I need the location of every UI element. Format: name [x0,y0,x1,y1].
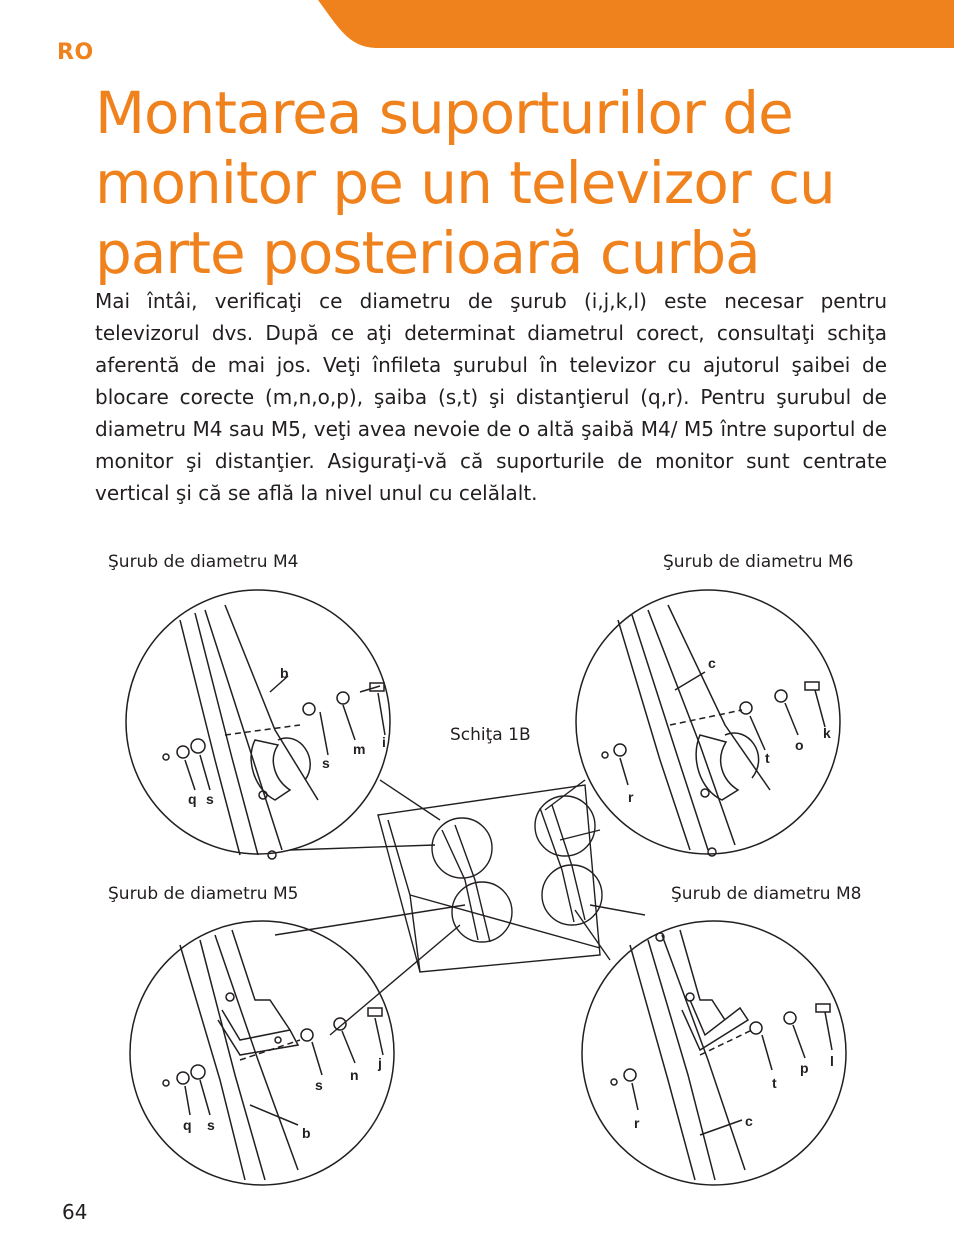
language-code: RO [57,40,94,65]
label-m5-s: s [315,1077,323,1093]
caption-m5: Şurub de diametru M5 [108,884,299,904]
caption-m4: Şurub de diametru M4 [108,552,299,572]
label-m8-l: l [830,1053,834,1069]
label-m6-c: c [708,655,716,671]
label-m6-r: r [628,789,634,805]
label-m5-n: n [350,1067,359,1083]
page-title: Montarea suporturilor de monitor pe un televizor cu parte posterioară curbă [95,79,835,287]
label-m4-s: s [322,755,330,771]
label-m4-b: b [280,665,289,681]
label-m5-b: b [302,1125,311,1141]
label-m6-o: o [795,737,804,753]
zoom-m8 [582,921,846,1185]
label-m5-j: j [378,1055,382,1071]
label-m8-c: c [745,1113,753,1129]
label-m5-s-left: s [207,1117,215,1133]
zoom-m6 [576,590,840,856]
page-number: 64 [62,1200,88,1224]
label-m6-k: k [823,725,831,741]
caption-m8: Şurub de diametru M8 [671,884,862,904]
mounting-diagram [0,540,954,1220]
sketch-label: Schiţa 1B [450,725,531,745]
label-m5-q: q [183,1117,192,1133]
label-m8-p: p [800,1060,809,1076]
label-m4-s-left: s [206,791,214,807]
label-m8-t: t [772,1075,777,1091]
label-m6-t: t [765,750,770,766]
label-m8-r: r [634,1115,640,1131]
zoom-m4 [126,590,390,859]
caption-m6: Şurub de diametru M6 [663,552,854,572]
instructions-paragraph: Mai întâi, verificaţi ce diametru de şurub (i,j,k,l) este necesar pentru televizorul dvs. După ce aţi determinat diametrul corect, consultaţi schiţa aferentă de mai jos. Veţi înfileta şurubul în televizor cu ajutorul şaibei de blocare corecte (m,n,o,p), şaiba (s,t) şi distanţierul (q,r). Pentru şurubul de diametru M4 sau M5, veţi avea nevoie de o altă şaibă M4/ M5 între suportul de monitor şi distanţier. Asiguraţi-vă că suporturile de monitor sunt centrate vertical şi că se află la nivel unul cu celălalt. [95,289,887,505]
zoom-m5 [130,921,394,1185]
label-m4-i: i [382,734,386,750]
header-accent-tab [0,0,954,50]
label-m4-m: m [353,741,366,757]
label-m4-q: q [188,791,197,807]
